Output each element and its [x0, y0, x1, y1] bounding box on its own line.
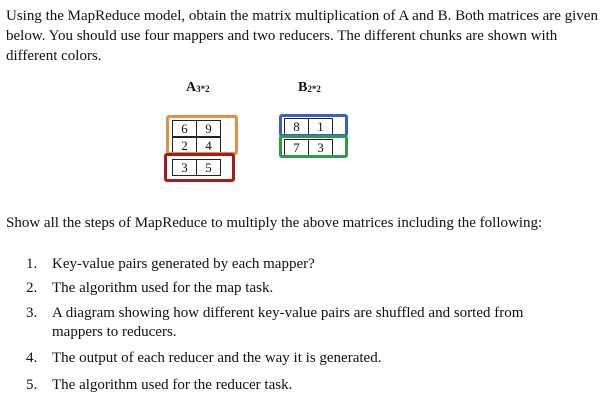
matrix-a-label-main: A	[186, 80, 197, 95]
matrix-a-label	[186, 80, 210, 96]
matrix-b-label-main: B	[298, 80, 308, 95]
chunk-outline-a-1	[166, 115, 238, 155]
step-number: 2.	[26, 280, 38, 296]
matrix-b-label-dims: 2*2	[307, 84, 321, 94]
matrix-a-cell: 5	[196, 159, 221, 176]
step-text: The output of each reducer and the way it is generated.	[52, 350, 382, 366]
matrix-b-cell: 1	[308, 118, 333, 135]
matrix-a-cell: 9	[196, 120, 221, 137]
step-number: 3.	[26, 305, 38, 321]
matrix-b-cell: 3	[308, 139, 333, 156]
matrix-b-cell: 7	[284, 139, 309, 156]
chunk-outline-b-1	[279, 114, 348, 137]
step-text: Key-value pairs generated by each mapper?	[52, 256, 315, 272]
matrix-a-label-dims: 3*2	[196, 84, 210, 94]
step-text: The algorithm used for the map task.	[52, 280, 274, 296]
intro-paragraph: Using the MapReduce model, obtain the matrix multiplication of A and B. Both matrices are given below. You should use four mappers and two reducers. The different chunks are shown with different colors.	[6, 8, 598, 64]
step-text: A diagram showing how different key-value pairs are shuffled and sorted from mappers to reducers.	[52, 305, 524, 340]
step-number: 1.	[26, 256, 38, 272]
step-number: 5.	[26, 377, 38, 393]
matrix-a-cell: 6	[172, 120, 197, 137]
step-number: 4.	[26, 350, 38, 366]
question-text: Show all the steps of MapReduce to multiply the above matrices including the following:	[6, 215, 543, 231]
matrix-b-cell: 8	[284, 118, 309, 135]
chunk-outline-a-2	[164, 153, 235, 182]
step-text: The algorithm used for the reducer task.	[52, 377, 293, 393]
chunk-outline-b-2	[279, 135, 348, 158]
matrix-a-cell: 4	[196, 137, 221, 154]
matrix-a-cell: 2	[172, 137, 197, 154]
matrix-a-cell: 3	[172, 159, 197, 176]
matrix-b-label	[298, 80, 321, 96]
